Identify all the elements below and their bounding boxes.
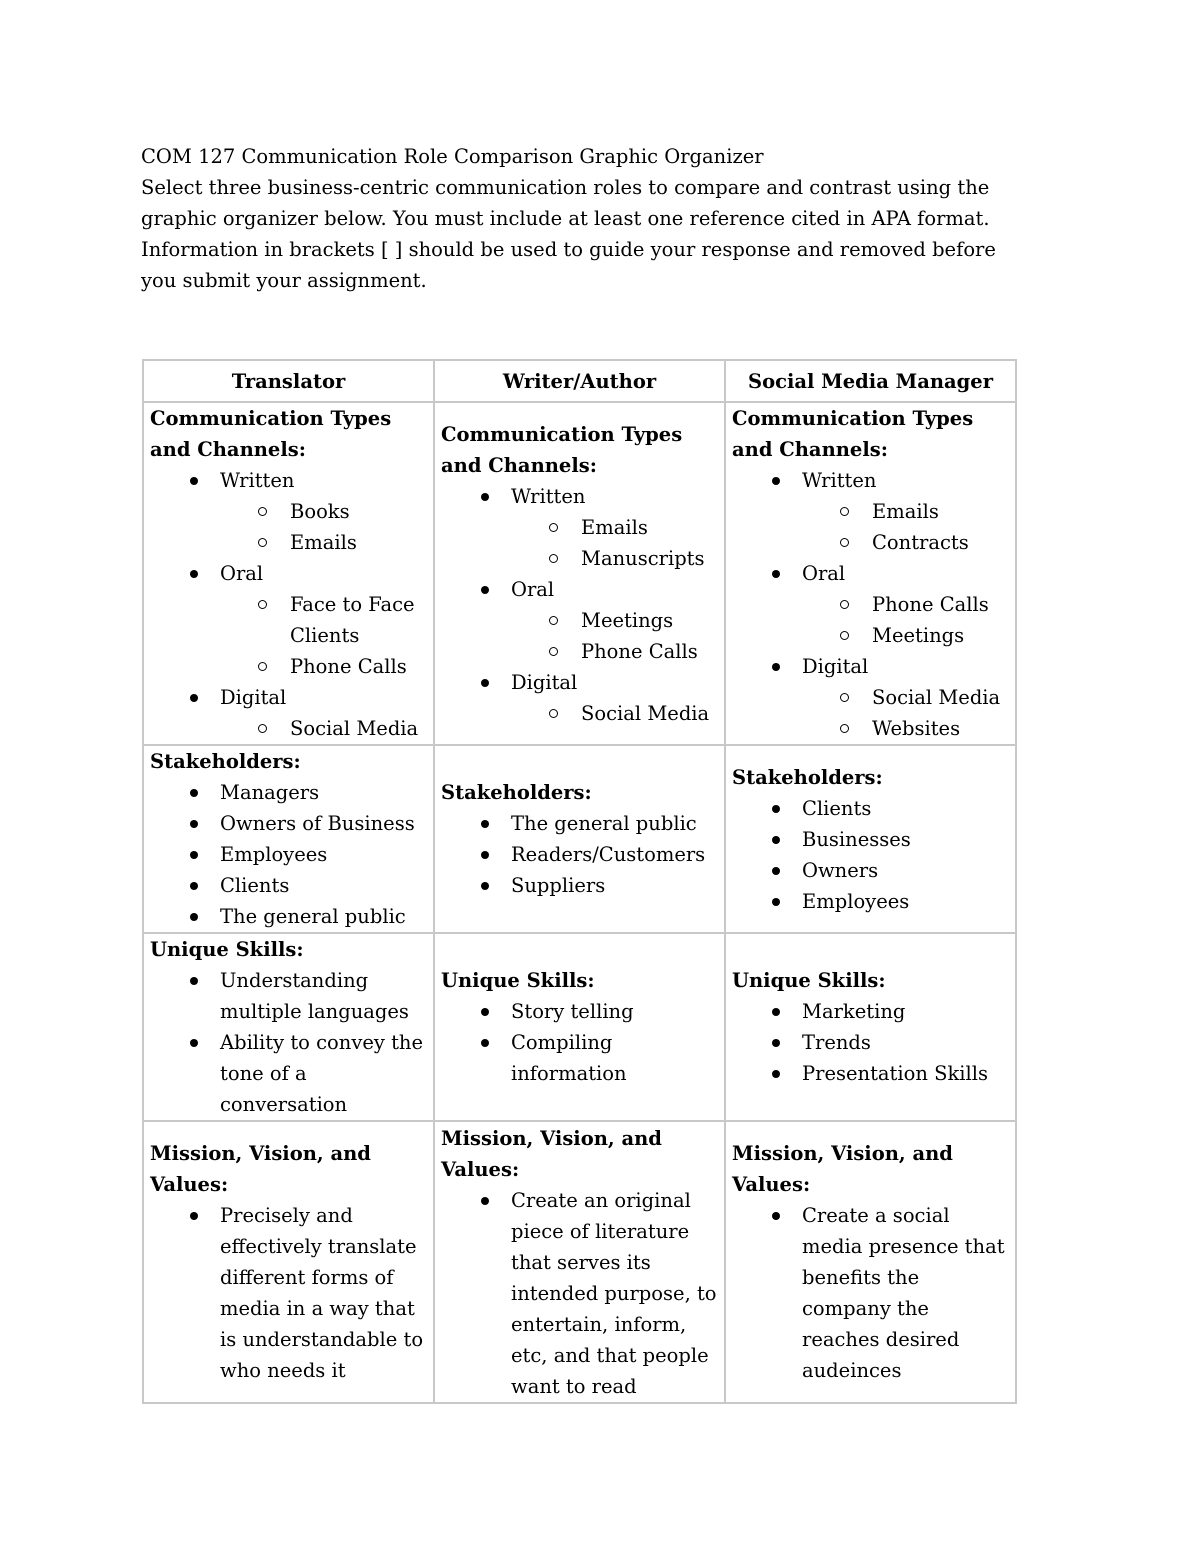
channel-item [186, 465, 427, 558]
skill-item: Ability to convey the tone of a conversation [186, 1027, 427, 1120]
stakeholder-list [732, 793, 1009, 917]
section-title: Stakeholders: [441, 781, 592, 804]
channel-subitem: Contracts [838, 527, 1009, 558]
stakeholder-item: Readers/Customers [477, 839, 718, 870]
mission-item: Create a social media presence that benefits the company the reaches desired audeinces [768, 1200, 1009, 1386]
section-title: Mission, Vision, and Values: [441, 1126, 662, 1181]
channel-subitem: Meetings [547, 605, 718, 636]
skill-list [732, 996, 1009, 1089]
column-header: Social Media Manager [725, 360, 1016, 402]
skill-item: Compiling information [477, 1027, 718, 1089]
channels-cell [434, 402, 725, 745]
channel-label: Oral [511, 577, 555, 601]
stakeholders-row [143, 745, 1016, 933]
stakeholder-item: Managers [186, 777, 427, 808]
stakeholders-cell [143, 745, 434, 933]
channel-item [477, 481, 718, 574]
channel-subitem: Emails [547, 512, 718, 543]
channel-sublist [802, 589, 1009, 651]
skill-item: Marketing [768, 996, 1009, 1027]
stakeholders-cell [725, 745, 1016, 933]
skills-cell [434, 933, 725, 1121]
instructions-text: Select three business-centric communication roles to compare and contrast using the graphic organizer below. You must include at least one reference cited in APA format. Information in brackets [ ] should be used to guide your response and removed before you submit your assignment. [141, 176, 996, 292]
mission-cell [434, 1121, 725, 1403]
channel-list [441, 481, 718, 729]
section-title: Communication Types and Channels: [441, 422, 683, 477]
stakeholder-item: Owners [768, 855, 1009, 886]
channel-sublist [220, 496, 427, 558]
channel-item [477, 574, 718, 667]
section-title: Communication Types and Channels: [150, 407, 392, 461]
stakeholder-item: Owners of Business [186, 808, 427, 839]
column-header: Writer/Author [434, 360, 725, 402]
channel-sublist [511, 512, 718, 574]
section-title: Unique Skills: [732, 969, 886, 992]
channel-label: Digital [220, 686, 287, 709]
stakeholder-item: The general public [186, 901, 427, 932]
channel-label: Written [511, 484, 586, 508]
channel-sublist [802, 496, 1009, 558]
section-title: Unique Skills: [150, 938, 304, 961]
channels-cell [725, 402, 1016, 745]
channel-subitem: Emails [838, 496, 1009, 527]
skill-list [441, 996, 718, 1089]
skills-cell [725, 933, 1016, 1121]
channel-label: Oral [802, 562, 846, 585]
section-title: Mission, Vision, and Values: [732, 1142, 953, 1196]
skill-list [150, 965, 427, 1120]
channel-subitem: Websites [838, 713, 1009, 744]
channels-row [143, 402, 1016, 745]
skill-item: Presentation Skills [768, 1058, 1009, 1089]
section-title: Mission, Vision, and Values: [150, 1142, 371, 1196]
stakeholder-item: Clients [186, 870, 427, 901]
stakeholder-list [150, 777, 427, 932]
channel-item [477, 667, 718, 729]
channel-item [186, 682, 427, 744]
intro-block [141, 141, 1021, 296]
channel-item [768, 558, 1009, 651]
section-title: Stakeholders: [150, 750, 301, 773]
channel-sublist [511, 605, 718, 667]
channel-label: Digital [802, 655, 869, 678]
channel-subitem: Books [256, 496, 427, 527]
channel-subitem: Social Media [256, 713, 427, 744]
channel-sublist [220, 713, 427, 744]
stakeholders-cell [434, 745, 725, 933]
channel-sublist [220, 589, 427, 682]
channel-subitem: Phone Calls [256, 651, 427, 682]
channel-subitem: Phone Calls [838, 589, 1009, 620]
stakeholder-item: Clients [768, 793, 1009, 824]
skill-item: Trends [768, 1027, 1009, 1058]
mission-item: Precisely and effectively translate different forms of media in a way that is understandable to who needs it [186, 1200, 427, 1386]
mission-row [143, 1121, 1016, 1403]
channel-subitem: Manuscripts [547, 543, 718, 574]
channel-list [150, 465, 427, 744]
stakeholder-item: Employees [186, 839, 427, 870]
mission-list [441, 1185, 718, 1402]
section-title: Communication Types and Channels: [732, 407, 974, 461]
mission-list [732, 1200, 1009, 1386]
channel-item [768, 651, 1009, 744]
document-page [141, 141, 1021, 296]
channel-label: Digital [511, 670, 578, 694]
channel-sublist [802, 682, 1009, 744]
section-title: Unique Skills: [441, 969, 595, 992]
stakeholder-item: Suppliers [477, 870, 718, 901]
stakeholder-item: The general public [477, 808, 718, 839]
channel-subitem: Social Media [547, 698, 718, 729]
channel-list [732, 465, 1009, 744]
mission-cell [725, 1121, 1016, 1403]
channel-sublist [511, 698, 718, 729]
skills-cell [143, 933, 434, 1121]
channel-subitem: Phone Calls [547, 636, 718, 667]
stakeholder-item: Employees [768, 886, 1009, 917]
mission-item: Create an original piece of literature that serves its intended purpose, to entertain, inform, etc, and that people want to read [477, 1185, 718, 1402]
channels-cell [143, 402, 434, 745]
header-row [143, 360, 1016, 402]
channel-item [768, 465, 1009, 558]
channel-subitem: Emails [256, 527, 427, 558]
mission-cell [143, 1121, 434, 1403]
mission-list [150, 1200, 427, 1386]
skills-row [143, 933, 1016, 1121]
stakeholder-item: Businesses [768, 824, 1009, 855]
channel-subitem: Social Media [838, 682, 1009, 713]
column-header: Translator [143, 360, 434, 402]
stakeholder-list [441, 808, 718, 901]
document-title: COM 127 Communication Role Comparison Graphic Organizer [141, 145, 764, 168]
skill-item: Understanding multiple languages [186, 965, 427, 1027]
channel-label: Oral [220, 562, 264, 585]
channel-item [186, 558, 427, 682]
skill-item: Story telling [477, 996, 718, 1027]
section-title: Stakeholders: [732, 765, 883, 789]
graphic-organizer-table [142, 359, 1017, 1404]
channel-subitem: Meetings [838, 620, 1009, 651]
channel-label: Written [220, 469, 295, 492]
channel-subitem: Face to Face Clients [256, 589, 427, 651]
channel-label: Written [802, 469, 877, 492]
